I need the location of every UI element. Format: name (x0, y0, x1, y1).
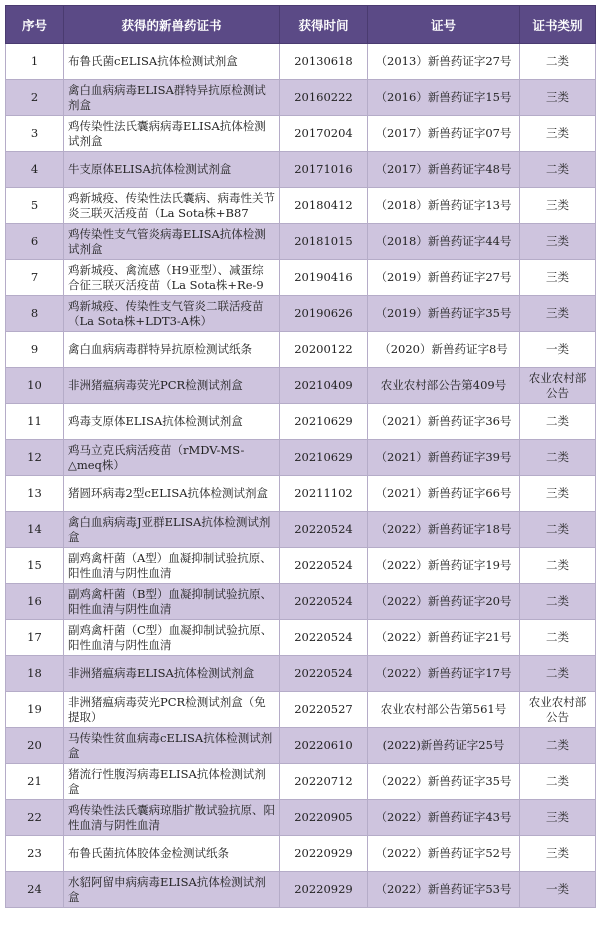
table-row (6, 764, 596, 800)
cell-seq: 11 (6, 404, 64, 440)
cell-seq: 17 (6, 620, 64, 656)
certificate-table (5, 5, 596, 908)
cell-number: （2020）新兽药证字8号 (368, 332, 520, 368)
cell-certificate-name: 猪流行性腹泻病毒ELISA抗体检测试剂盒 (64, 764, 280, 800)
cell-date: 20130618 (280, 44, 368, 80)
cell-seq: 7 (6, 260, 64, 296)
cell-number: （2017）新兽药证字07号 (368, 116, 520, 152)
cell-seq: 18 (6, 656, 64, 692)
cell-number: （2021）新兽药证字66号 (368, 476, 520, 512)
table-row (6, 692, 596, 728)
cell-category: 二类 (520, 512, 596, 548)
cell-seq: 10 (6, 368, 64, 404)
cell-certificate-name: 鸡新城疫、禽流感（H9亚型）、减蛋综合征三联灭活疫苗（La Sota株+Re-9 (64, 260, 280, 296)
table-header (6, 6, 596, 44)
cell-number: （2022）新兽药证字20号 (368, 584, 520, 620)
cell-certificate-name: 水貂阿留申病病毒ELISA抗体检测试剂盒 (64, 872, 280, 908)
cell-category: 三类 (520, 188, 596, 224)
cell-category: 二类 (520, 584, 596, 620)
table-row (6, 656, 596, 692)
cell-date: 20220524 (280, 656, 368, 692)
cell-category: 农业农村部公告 (520, 368, 596, 404)
cell-date: 20200122 (280, 332, 368, 368)
cell-date: 20220929 (280, 872, 368, 908)
cell-category: 三类 (520, 80, 596, 116)
table-row (6, 404, 596, 440)
cell-certificate-name: 鸡毒支原体ELISA抗体检测试剂盒 (64, 404, 280, 440)
cell-category: 三类 (520, 476, 596, 512)
cell-number: （2022）新兽药证字17号 (368, 656, 520, 692)
cell-seq: 23 (6, 836, 64, 872)
table-row (6, 368, 596, 404)
table-row (6, 728, 596, 764)
cell-date: 20220527 (280, 692, 368, 728)
cell-category: 二类 (520, 404, 596, 440)
cell-date: 20211102 (280, 476, 368, 512)
table-body (6, 44, 596, 908)
cell-category: 一类 (520, 332, 596, 368)
table-row (6, 188, 596, 224)
cell-category: 三类 (520, 836, 596, 872)
cell-number: （2022）新兽药证字18号 (368, 512, 520, 548)
cell-date: 20190626 (280, 296, 368, 332)
cell-date: 20220524 (280, 548, 368, 584)
cell-seq: 8 (6, 296, 64, 332)
cell-seq: 4 (6, 152, 64, 188)
header-date: 获得时间 (280, 6, 368, 44)
cell-category: 三类 (520, 260, 596, 296)
cell-number: （2016）新兽药证字15号 (368, 80, 520, 116)
table-row (6, 260, 596, 296)
table-row (6, 584, 596, 620)
cell-date: 20180412 (280, 188, 368, 224)
table-row (6, 224, 596, 260)
cell-date: 20220712 (280, 764, 368, 800)
cell-seq: 22 (6, 800, 64, 836)
cell-category: 二类 (520, 548, 596, 584)
table-row (6, 296, 596, 332)
table-row (6, 476, 596, 512)
table-row (6, 44, 596, 80)
cell-number: （2019）新兽药证字27号 (368, 260, 520, 296)
cell-category: 农业农村部公告 (520, 692, 596, 728)
cell-date: 20220524 (280, 584, 368, 620)
cell-seq: 12 (6, 440, 64, 476)
cell-seq: 6 (6, 224, 64, 260)
cell-number: （2013）新兽药证字27号 (368, 44, 520, 80)
table-row (6, 836, 596, 872)
cell-certificate-name: 布鲁氏菌抗体胶体金检测试纸条 (64, 836, 280, 872)
cell-category: 二类 (520, 656, 596, 692)
cell-number: （2022）新兽药证字35号 (368, 764, 520, 800)
cell-certificate-name: 副鸡禽杆菌（B型）血凝抑制试验抗原、阳性血清与阴性血清 (64, 584, 280, 620)
cell-certificate-name: 鸡马立克氏病活疫苗（rMDV-MS-△meq株） (64, 440, 280, 476)
cell-category: 二类 (520, 152, 596, 188)
cell-certificate-name: 牛支原体ELISA抗体检测试剂盒 (64, 152, 280, 188)
cell-category: 二类 (520, 728, 596, 764)
cell-certificate-name: 鸡新城疫、传染性法氏囊病、病毒性关节炎三联灭活疫苗（La Sota株+B87 (64, 188, 280, 224)
cell-number: （2021）新兽药证字39号 (368, 440, 520, 476)
header-category: 证书类别 (520, 6, 596, 44)
cell-number: （2021）新兽药证字36号 (368, 404, 520, 440)
cell-date: 20220524 (280, 620, 368, 656)
cell-number: （2022）新兽药证字52号 (368, 836, 520, 872)
table-row (6, 332, 596, 368)
cell-number: （2019）新兽药证字35号 (368, 296, 520, 332)
cell-number: 农业农村部公告第561号 (368, 692, 520, 728)
cell-seq: 24 (6, 872, 64, 908)
cell-date: 20210629 (280, 440, 368, 476)
cell-certificate-name: 鸡传染性法氏囊病病毒ELISA抗体检测试剂盒 (64, 116, 280, 152)
table-row (6, 548, 596, 584)
cell-category: 二类 (520, 764, 596, 800)
cell-seq: 2 (6, 80, 64, 116)
cell-seq: 1 (6, 44, 64, 80)
cell-certificate-name: 鸡新城疫、传染性支气管炎二联活疫苗（La Sota株+LDT3-A株） (64, 296, 280, 332)
cell-category: 三类 (520, 800, 596, 836)
cell-number: （2017）新兽药证字48号 (368, 152, 520, 188)
cell-seq: 20 (6, 728, 64, 764)
cell-certificate-name: 禽白血病病毒J亚群ELISA抗体检测试剂盒 (64, 512, 280, 548)
cell-certificate-name: 副鸡禽杆菌（A型）血凝抑制试验抗原、阳性血清与阴性血清 (64, 548, 280, 584)
table-row (6, 80, 596, 116)
cell-seq: 9 (6, 332, 64, 368)
cell-seq: 21 (6, 764, 64, 800)
cell-certificate-name: 马传染性贫血病毒cELISA抗体检测试剂盒 (64, 728, 280, 764)
cell-date: 20210409 (280, 368, 368, 404)
cell-certificate-name: 猪圆环病毒2型cELISA抗体检测试剂盒 (64, 476, 280, 512)
cell-category: 二类 (520, 44, 596, 80)
cell-seq: 13 (6, 476, 64, 512)
table-row (6, 116, 596, 152)
cell-certificate-name: 非洲猪瘟病毒荧光PCR检测试剂盒 (64, 368, 280, 404)
cell-number: （2022）新兽药证字21号 (368, 620, 520, 656)
cell-seq: 3 (6, 116, 64, 152)
cell-date: 20160222 (280, 80, 368, 116)
header-seq: 序号 (6, 6, 64, 44)
cell-certificate-name: 布鲁氏菌cELISA抗体检测试剂盒 (64, 44, 280, 80)
table-row (6, 152, 596, 188)
cell-seq: 5 (6, 188, 64, 224)
cell-date: 20170204 (280, 116, 368, 152)
cell-date: 20171016 (280, 152, 368, 188)
cell-certificate-name: 鸡传染性支气管炎病毒ELISA抗体检测试剂盒 (64, 224, 280, 260)
cell-number: （2018）新兽药证字44号 (368, 224, 520, 260)
cell-seq: 14 (6, 512, 64, 548)
table-row (6, 620, 596, 656)
certificate-table-container (5, 5, 595, 908)
cell-number: （2022）新兽药证字19号 (368, 548, 520, 584)
cell-category: 二类 (520, 440, 596, 476)
cell-seq: 16 (6, 584, 64, 620)
cell-certificate-name: 非洲猪瘟病毒ELISA抗体检测试剂盒 (64, 656, 280, 692)
cell-number: （2022）新兽药证字53号 (368, 872, 520, 908)
cell-certificate-name: 禽白血病病毒群特异抗原检测试纸条 (64, 332, 280, 368)
table-row (6, 800, 596, 836)
table-row (6, 512, 596, 548)
cell-certificate-name: 副鸡禽杆菌（C型）血凝抑制试验抗原、阳性血清与阴性血清 (64, 620, 280, 656)
cell-category: 一类 (520, 872, 596, 908)
cell-seq: 19 (6, 692, 64, 728)
cell-date: 20210629 (280, 404, 368, 440)
cell-category: 三类 (520, 224, 596, 260)
cell-date: 20220929 (280, 836, 368, 872)
table-row (6, 440, 596, 476)
header-certificate-name: 获得的新兽药证书 (64, 6, 280, 44)
cell-number: （2018）新兽药证字13号 (368, 188, 520, 224)
cell-category: 三类 (520, 116, 596, 152)
cell-number: 农业农村部公告第409号 (368, 368, 520, 404)
cell-category: 三类 (520, 296, 596, 332)
header-number: 证号 (368, 6, 520, 44)
cell-date: 20190416 (280, 260, 368, 296)
cell-category: 二类 (520, 620, 596, 656)
cell-certificate-name: 非洲猪瘟病毒荧光PCR检测试剂盒（免提取） (64, 692, 280, 728)
cell-date: 20181015 (280, 224, 368, 260)
cell-certificate-name: 鸡传染性法氏囊病琼脂扩散试验抗原、阳性血清与阴性血清 (64, 800, 280, 836)
cell-date: 20220524 (280, 512, 368, 548)
table-row (6, 872, 596, 908)
cell-seq: 15 (6, 548, 64, 584)
cell-number: （2022）新兽药证字43号 (368, 800, 520, 836)
cell-date: 20220905 (280, 800, 368, 836)
cell-certificate-name: 禽白血病病毒ELISA群特异抗原检测试剂盒 (64, 80, 280, 116)
cell-date: 20220610 (280, 728, 368, 764)
cell-number: (2022)新兽药证字25号 (368, 728, 520, 764)
header-row (6, 6, 596, 44)
